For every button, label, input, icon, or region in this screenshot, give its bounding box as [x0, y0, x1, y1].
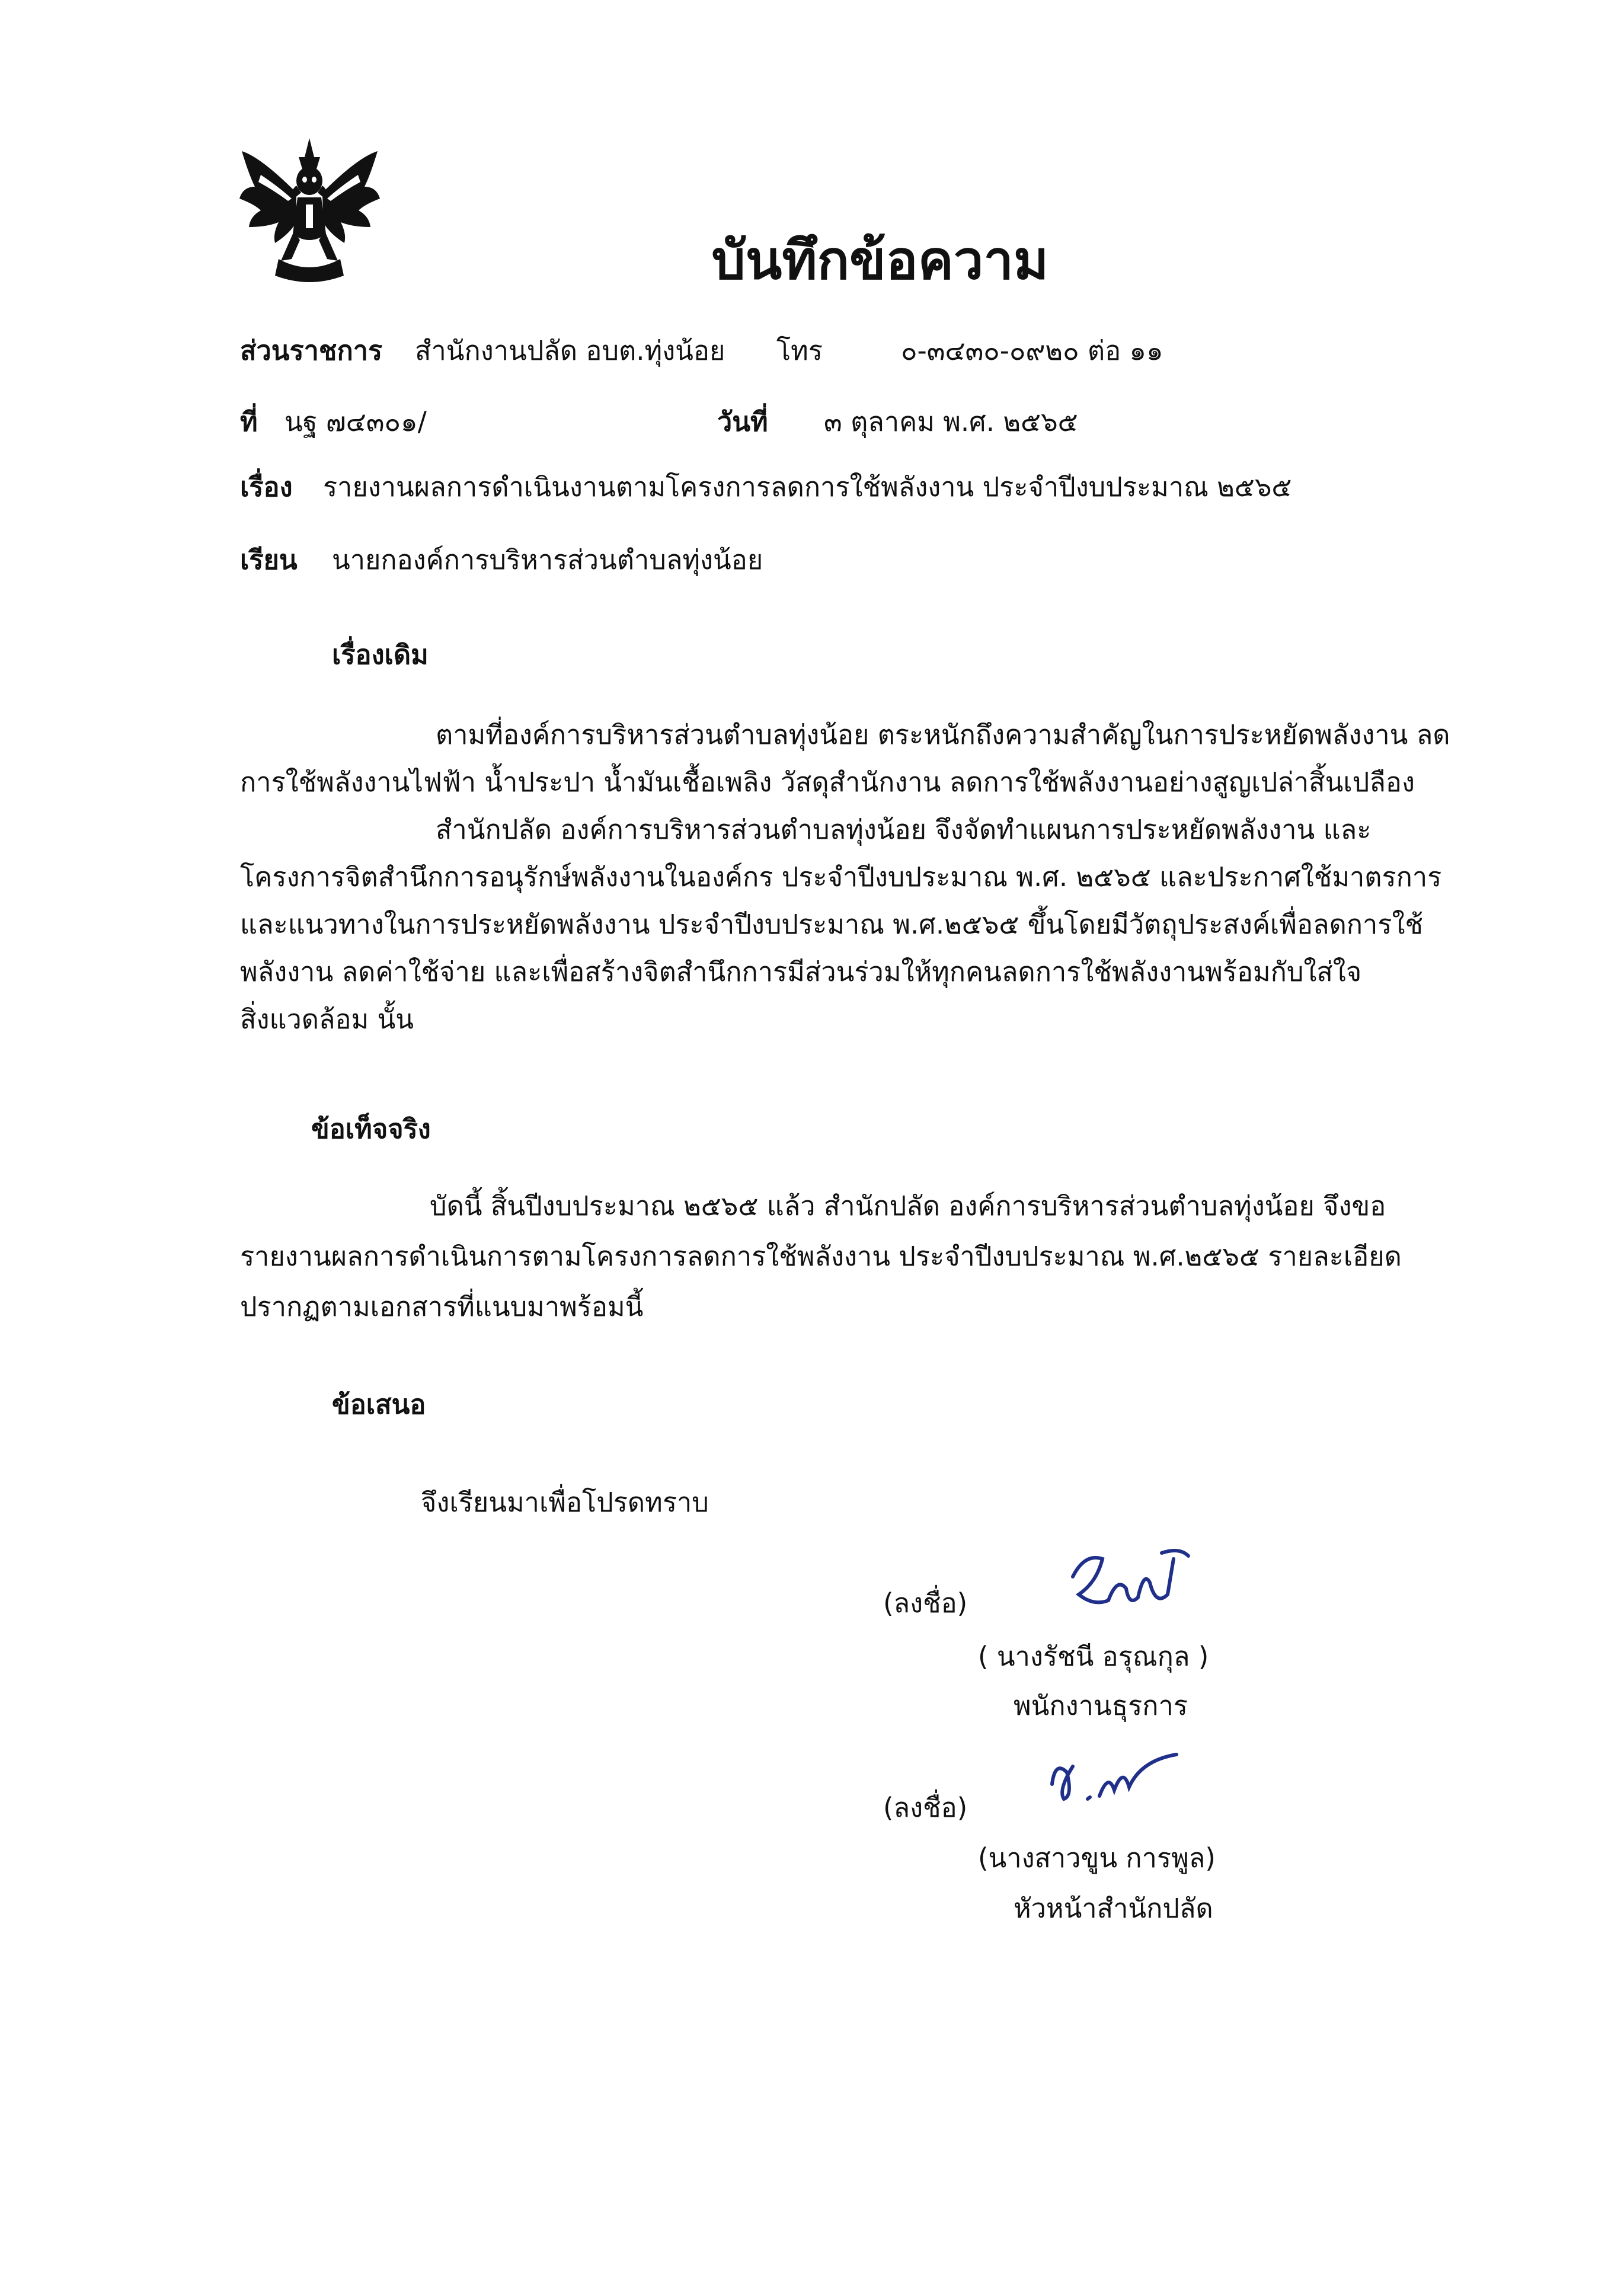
- signer-name-2: (นางสาวขูน การพูล): [978, 1842, 1216, 1874]
- subject-value: รายงานผลการดำเนินงานตามโครงการลดการใช้พลังงาน ประจำปีงบประมาณ ๒๕๖๕: [323, 471, 1292, 503]
- signer-position-1: พนักงานธุรการ: [1014, 1690, 1188, 1721]
- background-line: พลังงาน ลดค่าใช้จ่าย และเพื่อสร้างจิตสำนึกการมีส่วนร่วมให้ทุกคนลดการใช้พลังงานพร้อมกับใส่ใจ: [240, 956, 1362, 988]
- proposal-heading: ข้อเสนอ: [332, 1389, 426, 1420]
- background-heading: เรื่องเดิม: [332, 639, 429, 670]
- phone-value: ๐-๓๔๓๐-๐๙๒๐ ต่อ ๑๑: [901, 335, 1163, 366]
- background-line: โครงการจิตสำนึกการอนุรักษ์พลังงานในองค์กร ประจำปีงบประมาณ พ.ศ. ๒๕๖๕ และประกาศใช้มาตรการ: [240, 861, 1442, 893]
- background-line: และแนวทางในการประหยัดพลังงาน ประจำปีงบประมาณ พ.ศ.๒๕๖๕ ขึ้นโดยมีวัตถุประสงค์เพื่อลดการใช้: [240, 909, 1423, 940]
- facts-heading: ข้อเท็จจริง: [311, 1113, 431, 1145]
- background-line: ตามที่องค์การบริหารส่วนตำบลทุ่งน้อย ตระหนักถึงความสำคัญในการประหยัดพลังงาน ลด: [436, 719, 1450, 750]
- background-line: สำนักปลัด องค์การบริหารส่วนตำบลทุ่งน้อย จึงจัดทำแผนการประหยัดพลังงาน และ: [436, 814, 1372, 845]
- recipient-label: เรียน: [240, 544, 298, 576]
- facts-line: ปรากฏตามเอกสารที่แนบมาพร้อมนี้: [240, 1291, 644, 1322]
- recipient-value: นายกองค์การบริหารส่วนตำบลทุ่งน้อย: [332, 544, 763, 576]
- signature-1: [1061, 1541, 1197, 1624]
- facts-line: บัดนี้ สิ้นปีงบประมาณ ๒๕๖๕ แล้ว สำนักปลัด องค์การบริหารส่วนตำบลทุ่งน้อย จึงขอ: [430, 1190, 1386, 1222]
- background-line: สิ่งแวดล้อม นั้น: [240, 1004, 414, 1035]
- signature-2: [1040, 1743, 1188, 1814]
- reference-value: นฐ ๗๔๓๐๑/: [284, 406, 427, 437]
- date-value: ๓ ตุลาคม พ.ศ. ๒๕๖๕: [824, 406, 1078, 437]
- reference-label: ที่: [240, 406, 258, 437]
- facts-paragraph: [240, 1188, 1485, 1325]
- date-label: วันที่: [717, 406, 768, 437]
- proposal-text: จึงเรียนมาเพื่อโปรดทราบ: [421, 1487, 709, 1518]
- signer-name-1: ( นางรัชนี อรุณกุล ): [978, 1641, 1209, 1672]
- sign-label-1: (ลงชื่อ): [883, 1587, 968, 1619]
- subject-label: เรื่อง: [240, 471, 293, 503]
- facts-line: รายงานผลการดำเนินการตามโครงการลดการใช้พลังงาน ประจำปีงบประมาณ พ.ศ.๒๕๖๕ รายละเอียด: [240, 1241, 1402, 1272]
- division-label: ส่วนราชการ: [240, 335, 383, 366]
- sign-label-2: (ลงชื่อ): [883, 1792, 968, 1823]
- background-line: การใช้พลังงานไฟฟ้า น้ำประปา น้ำมันเชื้อเพลิง วัสดุสำนักงาน ลดการใช้พลังงานอย่างสูญเปล่าสิ้นเปลือง: [240, 766, 1415, 798]
- signer-position-2: หัวหน้าสำนักปลัด: [1014, 1893, 1213, 1924]
- phone-label: โทร: [776, 335, 823, 366]
- background-paragraph: [240, 717, 1485, 1037]
- document-title: บันทึกข้อความ: [711, 229, 1049, 292]
- division-value: สำนักงานปลัด อบต.ทุ่งน้อย: [415, 335, 725, 366]
